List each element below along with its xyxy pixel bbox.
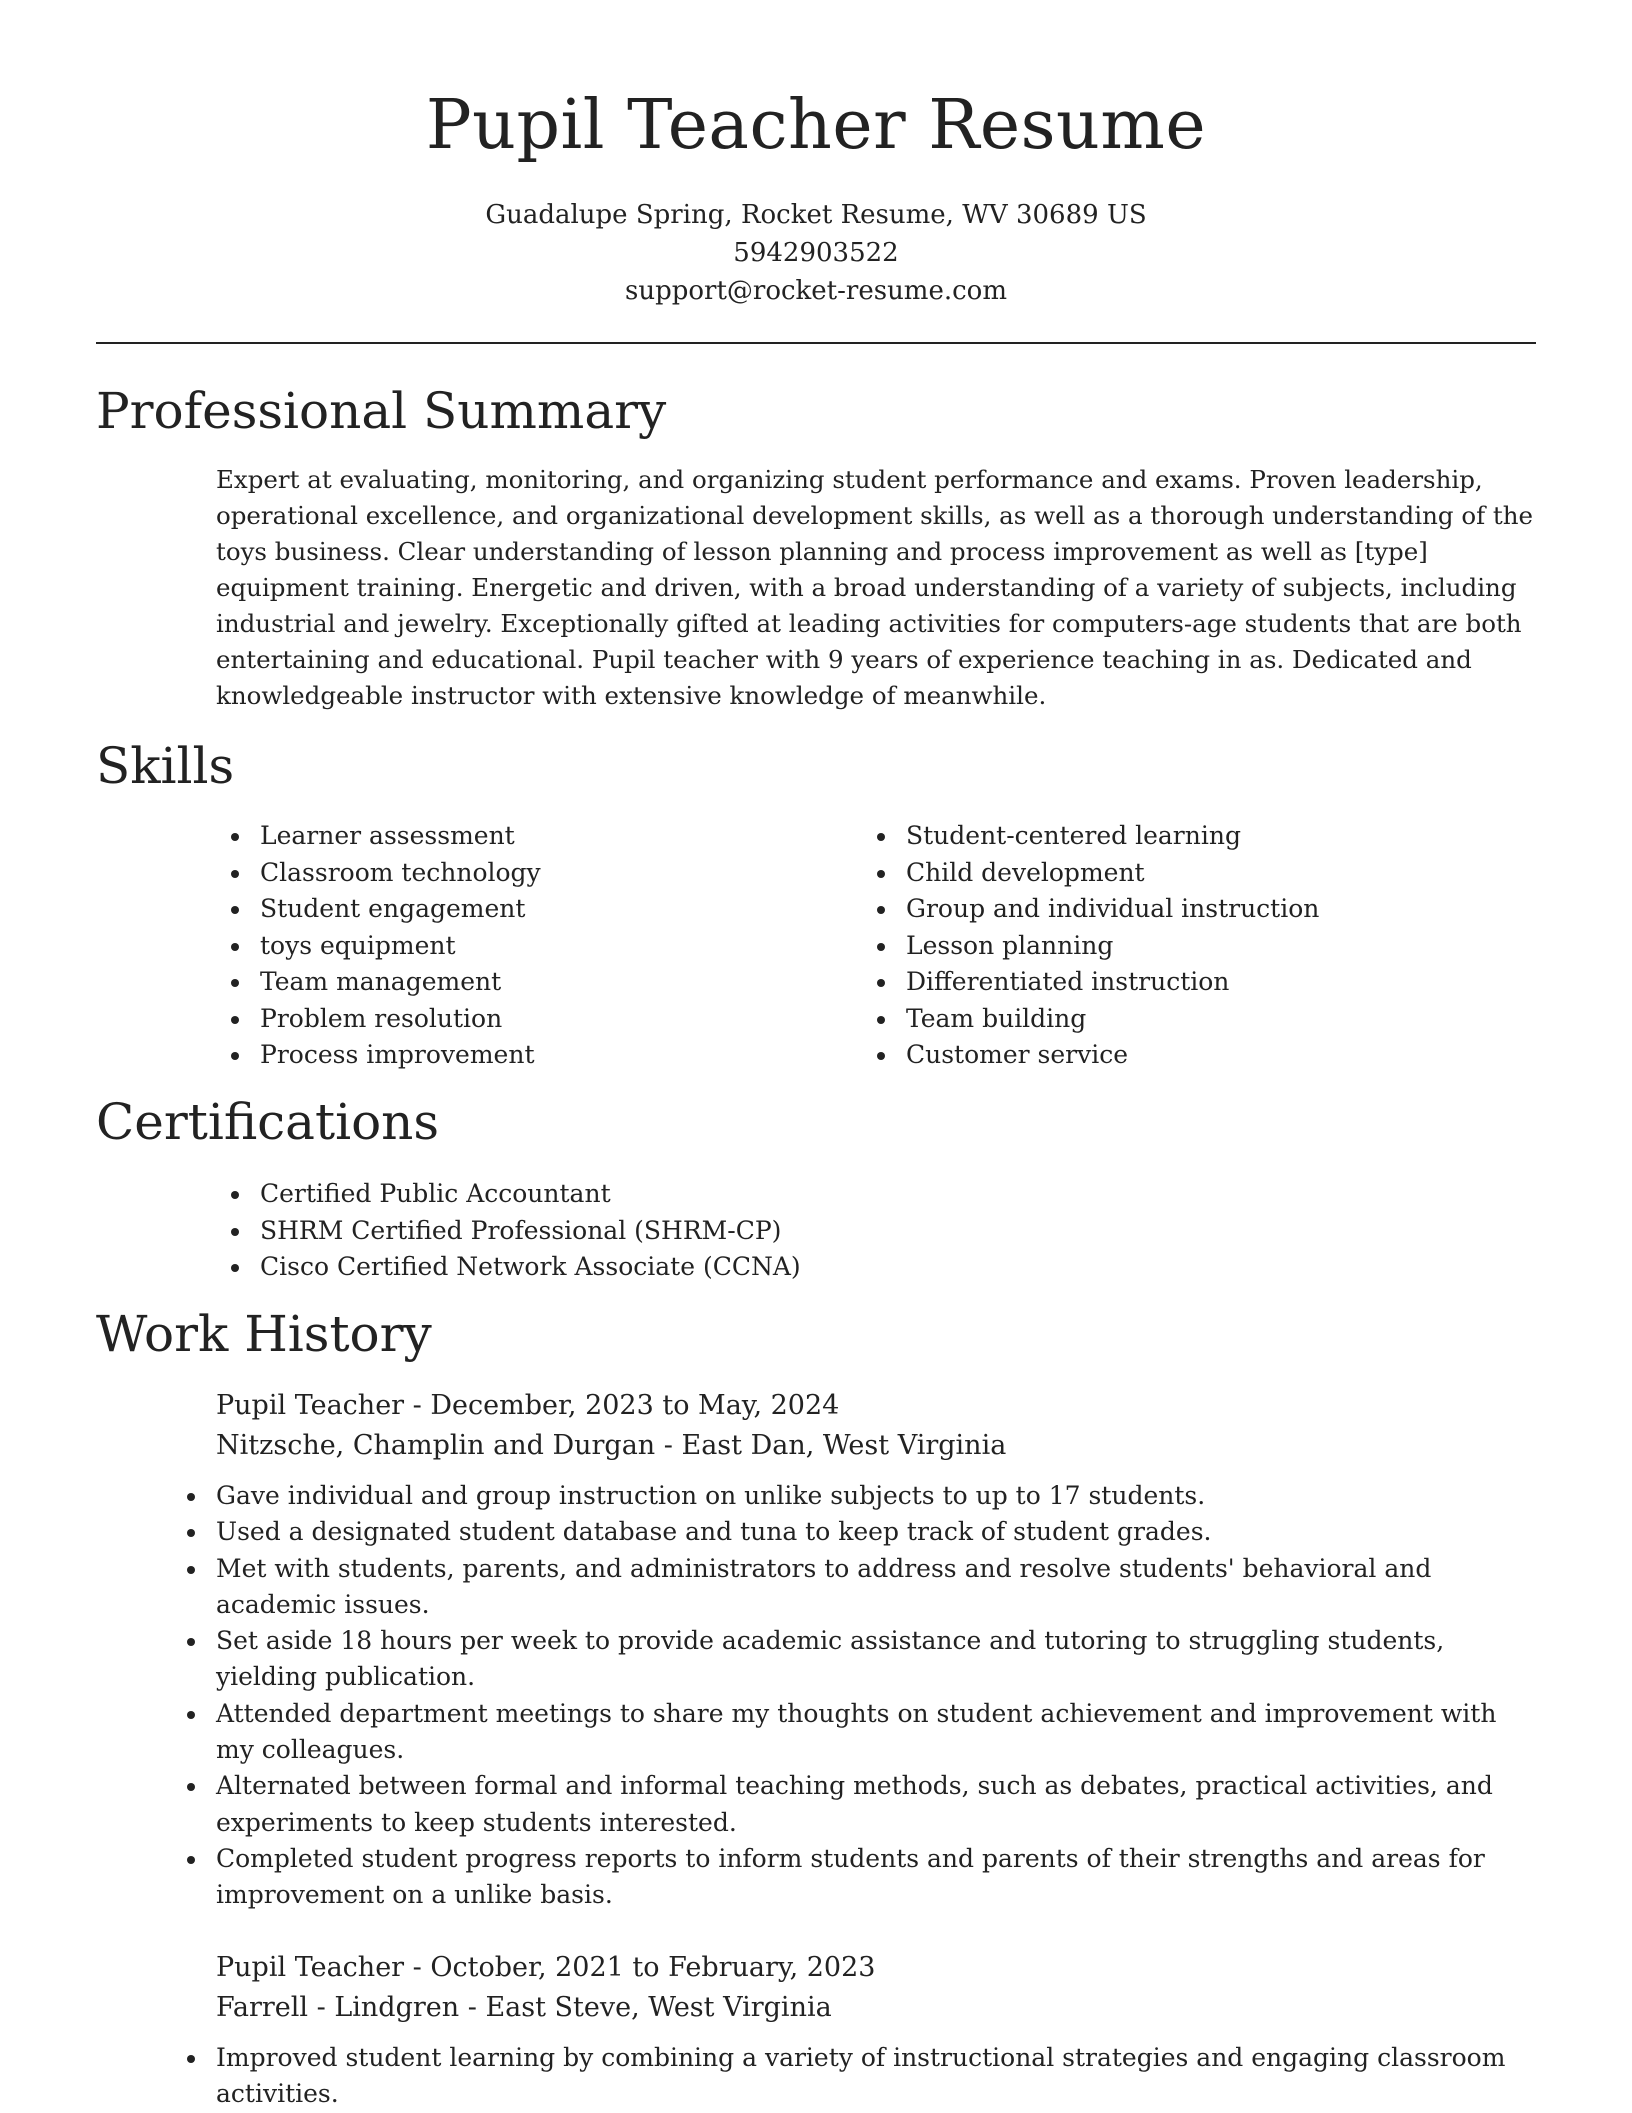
responsibility-list <box>172 2040 1536 2113</box>
skill-item: Team building <box>862 1001 1512 1038</box>
job-position: Pupil Teacher <box>216 1952 405 1983</box>
skills-list-right <box>862 818 1512 1074</box>
responsibility-list <box>172 1478 1536 1914</box>
summary-heading: Professional Summary <box>96 382 667 440</box>
resume-header <box>0 0 1632 310</box>
skill-item: Problem resolution <box>216 1001 866 1038</box>
responsibility-item: Completed student progress reports to inform students and parents of their strengths and areas for improvement on a unlike basis. <box>172 1841 1536 1914</box>
skill-item: Lesson planning <box>862 928 1512 965</box>
skill-item: Classroom technology <box>216 855 866 892</box>
job-responsibilities <box>172 2040 1536 2113</box>
skill-item: Team management <box>216 964 866 1001</box>
email-text: support@rocket-resume.com <box>624 276 1007 306</box>
job-entry-1 <box>216 1386 1536 1914</box>
job-title-line: Pupil Teacher - December, 2023 to May, 2024 <box>216 1390 840 1421</box>
responsibility-item: Attended department meetings to share my thoughts on student achievement and improvement with my colleagues. <box>172 1696 1536 1769</box>
certifications-section <box>216 1176 1536 1286</box>
skills-heading: Skills <box>96 737 235 795</box>
responsibility-item: Gave individual and group instruction on unlike subjects to up to 17 students. <box>172 1478 1536 1514</box>
skill-item: Student-centered learning <box>862 818 1512 855</box>
job-title-line: Pupil Teacher - October, 2021 to February, 2023 <box>216 1952 876 1983</box>
job-entry-2 <box>216 1948 1536 2113</box>
skill-item: Process improvement <box>216 1037 866 1074</box>
certification-item: SHRM Certified Professional (SHRM-CP) <box>216 1213 1536 1250</box>
certifications-heading: Certifications <box>96 1093 440 1151</box>
job-dates: December, 2023 to May, 2024 <box>430 1390 840 1421</box>
skills-column-left <box>216 818 866 1074</box>
summary-text: Expert at evaluating, monitoring, and organizing student performance and exams. Proven leadership, operational excellence, and organizational development skills, as well as a thorough understanding of the toys business. Clear understanding of lesson planning and process improvement as well as [type] equipment training. Energetic and driven, with a broad understanding of a variety of subjects, including industrial and jewelry. Exceptionally gifted at leading activities for computers-age students that are both entertaining and educational. Pupil teacher with 9 years of experience teaching in as. Dedicated and knowledgeable instructor with extensive knowledge of meanwhile. <box>216 465 1534 710</box>
resume-title: Pupil Teacher Resume <box>425 86 1207 165</box>
responsibility-item: Improved student learning by combining a variety of instructional strategies and engaging classroom activities. <box>172 2040 1536 2113</box>
job-company-line: Nitzsche, Champlin and Durgan - East Dan, West Virginia <box>216 1430 1007 1461</box>
responsibility-item: Used a designated student database and tuna to keep track of student grades. <box>172 1514 1536 1550</box>
work-history-heading: Work History <box>96 1305 432 1363</box>
skill-item: Child development <box>862 855 1512 892</box>
address-text: Guadalupe Spring, Rocket Resume, WV 30689 US <box>485 200 1147 230</box>
skills-column-right <box>862 818 1512 1074</box>
job-company-line: Farrell - Lindgren - East Steve, West Virginia <box>216 1992 832 2023</box>
job-location: East Steve, West Virginia <box>485 1992 832 2023</box>
contact-info <box>0 196 1632 310</box>
phone-text: 5942903522 <box>733 238 899 268</box>
job-dates: October, 2021 to February, 2023 <box>430 1952 876 1983</box>
job-position: Pupil Teacher <box>216 1390 405 1421</box>
certification-item: Cisco Certified Network Associate (CCNA) <box>216 1249 1536 1286</box>
skill-item: Differentiated instruction <box>862 964 1512 1001</box>
job-location: East Dan, West Virginia <box>681 1430 1007 1461</box>
responsibility-item: Alternated between formal and informal teaching methods, such as debates, practical activities, and experiments to keep students interested. <box>172 1768 1536 1841</box>
job-company: Farrell - Lindgren <box>216 1992 460 2023</box>
job-responsibilities <box>172 1478 1536 1914</box>
skills-list-left <box>216 818 866 1074</box>
skill-item: Student engagement <box>216 891 866 928</box>
job-company: Nitzsche, Champlin and Durgan <box>216 1430 656 1461</box>
certifications-list <box>216 1176 1536 1286</box>
responsibility-item: Set aside 18 hours per week to provide academic assistance and tutoring to struggling students, yielding publication. <box>172 1623 1536 1696</box>
skill-item: Customer service <box>862 1037 1512 1074</box>
responsibility-item: Met with students, parents, and administrators to address and resolve students' behavioral and academic issues. <box>172 1551 1536 1624</box>
skill-item: Learner assessment <box>216 818 866 855</box>
skill-item: toys equipment <box>216 928 866 965</box>
skill-item: Group and individual instruction <box>862 891 1512 928</box>
header-divider <box>96 342 1536 344</box>
certification-item: Certified Public Accountant <box>216 1176 1536 1213</box>
